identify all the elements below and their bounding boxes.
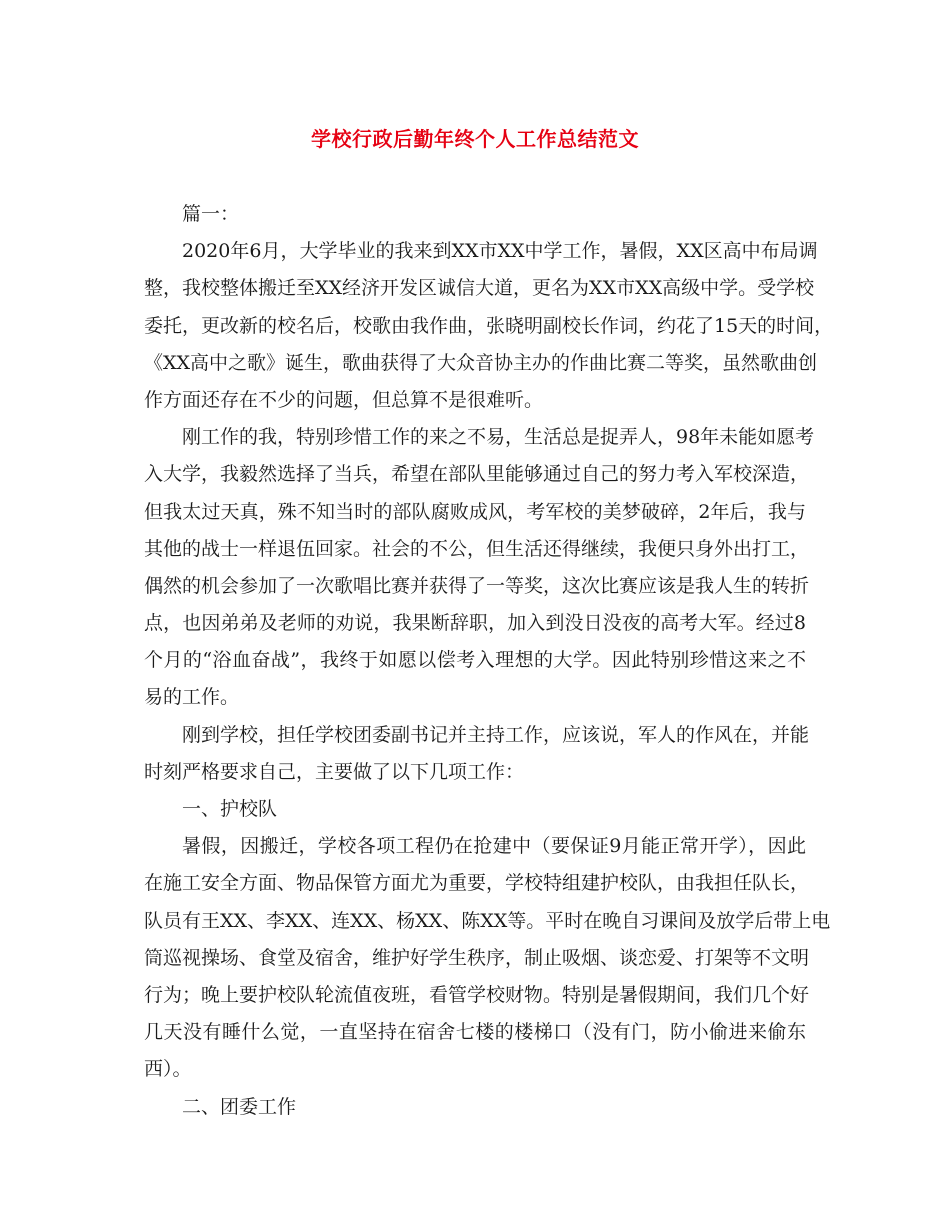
text-line: 刚工作的我，特别珍惜工作的来之不易，生活总是捉弄人，98年未能如愿考 bbox=[182, 426, 815, 449]
document-body bbox=[144, 196, 834, 1126]
text-line: 篇一： bbox=[182, 203, 240, 225]
text-line: 作方面还存在不少的问题，但总算不是很难听。 bbox=[144, 388, 544, 411]
document-title: 学校行政后勤年终个人工作总结范文 bbox=[311, 127, 639, 151]
text-line: 偶然的机会参加了一次歌唱比赛并获得了一等奖，这次比赛应该是我人生的转折 bbox=[144, 574, 810, 597]
text-line: 暑假，因搬迁，学校各项工程仍在抢建中（要保证9月能正常开学），因此 bbox=[182, 835, 806, 858]
text-line: 入大学，我毅然选择了当兵，希望在部队里能够通过自己的努力考入军校深造， bbox=[144, 463, 810, 486]
text-line: 点，也因弟弟及老师的劝说，我果断辞职，加入到没日没夜的高考大军。经过8 bbox=[144, 612, 806, 635]
text-line: 整，我校整体搬迁至XX经济开发区诚信大道，更名为XX市XX高级中学。受学校 bbox=[144, 277, 815, 300]
text-line: 其他的战士一样退伍回家。社会的不公，但生活还得继续，我便只身外出打工， bbox=[144, 537, 810, 560]
text-line: 个月的“浴血奋战”，我终于如愿以偿考入理想的大学。因此特别珍惜这来之不 bbox=[144, 649, 806, 672]
text-line: 但我太过天真，殊不知当时的部队腐败成风，考军校的美梦破碎，2年后，我与 bbox=[144, 500, 806, 523]
text-line: 委托，更改新的校名后，校歌由我作曲，张晓明副校长作词，约花了15天的时间， bbox=[144, 314, 834, 337]
text-line: 一、护校队 bbox=[182, 798, 278, 820]
text-line: 几天没有睡什么觉，一直坚持在宿舍七楼的楼梯口（没有门，防小偷进来偷东 bbox=[144, 1021, 806, 1044]
text-line: 筒巡视操场、食堂及宿舍，维护好学生秩序，制止吸烟、谈恋爱、打架等不文明 bbox=[144, 946, 810, 969]
text-line: 《XX高中之歌》诞生，歌曲获得了大众音协主办的作曲比赛二等奖，虽然歌曲创 bbox=[144, 351, 818, 374]
text-line: 行为；晚上要护校队轮流值夜班，看管学校财物。特别是暑假期间，我们几个好 bbox=[144, 983, 810, 1006]
text-line: 刚到学校，担任学校团委副书记并主持工作，应该说，军人的作风在，并能 bbox=[182, 723, 810, 746]
text-line: 时刻严格要求自己，主要做了以下几项工作： bbox=[144, 760, 525, 783]
text-line: 二、团委工作 bbox=[182, 1095, 297, 1118]
text-line: 易的工作。 bbox=[144, 686, 240, 709]
text-line: 队员有王XX、李XX、连XX、杨XX、陈XX等。平时在晚自习课间及放学后带上电 bbox=[144, 909, 831, 932]
text-line: 在施工安全方面、物品保管方面尤为重要，学校特组建护校队，由我担任队长， bbox=[144, 872, 810, 895]
text-line: 西）。 bbox=[144, 1058, 192, 1081]
text-line: 2020年6月，大学毕业的我来到XX市XX中学工作，暑假，XX区高中布局调 bbox=[182, 240, 818, 263]
